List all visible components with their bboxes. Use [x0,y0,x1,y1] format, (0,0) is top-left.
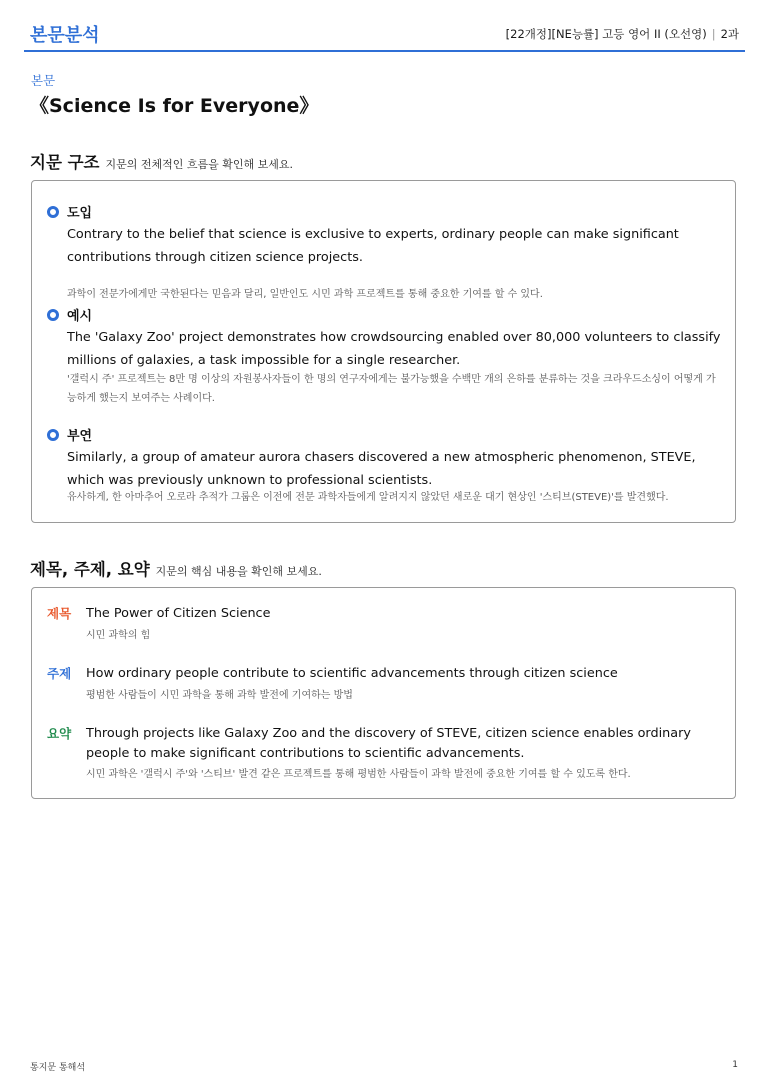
eyebrow-label: 본문 [31,73,56,88]
row-korean: 시민 과학은 '갤럭시 주'와 '스티브' 발견 같은 프로젝트를 통해 평범한 사람들이 과학 발전에 중요한 기여를 할 수 있도록 한다. [86,769,631,780]
row-korean: 평범한 사람들이 시민 과학을 통해 과학 발전에 기여하는 방법 [86,690,353,701]
item-korean: 과학이 전문가에게만 국한된다는 믿음과 달리, 일반인도 시민 과학 프로젝트를 통해 중요한 기여를 할 수 있다. [67,289,543,300]
header-separator: | [711,27,716,41]
summary-subtitle: 지문의 핵심 내용을 확인해 보세요. [155,565,322,578]
circle-bullet-icon [47,309,59,321]
page-number: 1 [732,1060,738,1070]
structure-box [31,180,736,523]
item-label: 예시 [67,309,93,324]
page-header [24,18,745,52]
item-korean: '갤럭시 주' 프로젝트는 8만 명 이상의 자원봉사자들이 한 명의 연구자에게는 불가능했을 수백만 개의 은하를 분류하는 것을 크라우드소싱이 어떻게 가능하게 했는지 보여주는 사례이다. [67,374,716,404]
circle-bullet-icon [47,206,59,218]
summary-heading [30,556,322,580]
row-english: How ordinary people contribute to scientific advancements through citizen science [86,666,618,681]
item-label: 도입 [67,206,93,221]
item-label: 부연 [67,429,93,444]
summary-title: 제목, 주제, 요약 [30,560,150,579]
structure-heading [30,149,293,173]
item-english: Similarly, a group of amateur aurora chasers discovered a new atmospheric phenomenon, STEVE, which was previously unknown to professional scientists. [67,450,696,488]
course-info [506,26,739,42]
summary-box [31,587,736,799]
item-english: The 'Galaxy Zoo' project demonstrates how crowdsourcing enabled over 80,000 volunteers to classify millions of galaxies, a task impossible for a single researcher. [67,330,721,368]
row-english: The Power of Citizen Science [86,606,271,621]
structure-subtitle: 지문의 전체적인 흐름을 확인해 보세요. [105,158,294,171]
page-title: 《Science Is for Everyone》 [30,95,319,117]
item-english: Contrary to the belief that science is exclusive to experts, ordinary people can make significant contributions through citizen science projects. [67,227,679,265]
item-korean: 유사하게, 한 아마추어 오로라 추적가 그룹은 이전에 전문 과학자들에게 알려지지 않았던 새로운 대기 현상인 '스티브(STEVE)'를 발견했다. [67,492,669,503]
circle-bullet-icon [47,429,59,441]
course-name: [22개정][NE능률] 고등 영어 II (오선영) [505,27,707,41]
footer-label: 통지문 통해석 [30,1063,86,1073]
summary-tag: 요약 [47,726,72,741]
row-english: Through projects like Galaxy Zoo and the discovery of STEVE, citizen science enables ordinary people to make significant contributions to scientific advancements. [86,726,691,761]
structure-title: 지문 구조 [30,153,100,172]
title-tag: 제목 [47,606,72,621]
row-korean: 시민 과학의 힘 [86,630,151,641]
lesson-number: 2과 [720,27,739,41]
section-heading: 본문분석 [30,25,100,46]
topic-tag: 주제 [47,666,72,681]
